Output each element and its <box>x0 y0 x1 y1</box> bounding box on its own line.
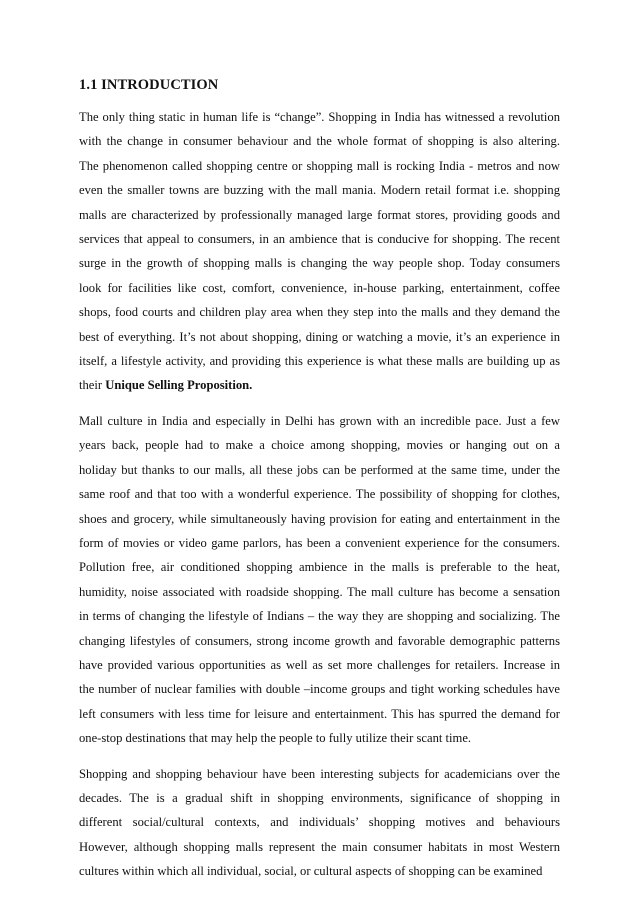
text-line: changing lifestyles of consumers, strong income growth and favorable demographic patterns <box>79 633 560 648</box>
text-line: decades. The is a gradual shift in shopping environments, significance of shopping in <box>79 790 560 805</box>
text-line: look for facilities like cost, comfort, convenience, in-house parking, entertainment, coffee <box>79 280 560 295</box>
text-line: years back, people had to make a choice among shopping, movies or hanging out on a <box>79 438 560 453</box>
text-line <box>79 373 560 397</box>
text-line: cultures within which all individual, social, or cultural aspects of shopping can be examined <box>79 864 543 879</box>
text-line: Mall culture in India and especially in Delhi has grown with an incredible pace. Just a few <box>79 413 560 428</box>
text-line: one-stop destinations that may help the people to fully utilize their scant time. <box>79 731 472 746</box>
text-line: the number of nuclear families with double –income groups and tight working schedules have <box>79 682 560 697</box>
text-line: have provided various opportunities as well as set more challenges for retailers. Increase in <box>79 657 560 672</box>
text-line: shoes and grocery, while simultaneously having provision for eating and entertainment in the <box>79 511 560 526</box>
text-line: same roof and that too with a wonderful experience. The possibility of shopping for clothes, <box>79 487 560 502</box>
text-line: Shopping and shopping behaviour have been interesting subjects for academicians over the <box>79 766 560 781</box>
text-line: services that appeal to consumers, in an ambience that is conducive for shopping. The recent <box>79 232 560 247</box>
text-line: malls are characterized by professionally managed large format stores, providing goods and <box>79 207 560 222</box>
text-line: best of everything. It’s not about shopping, dining or watching a movie, it’s an experience in <box>79 329 560 344</box>
text-line: Pollution free, air conditioned shopping ambience in the malls is preferable to the heat, <box>79 560 560 575</box>
text-line: However, although shopping malls represent the main consumer habitats in most Western <box>79 839 560 854</box>
paragraph-shopping-behaviour <box>79 762 560 884</box>
text-line: The phenomenon called shopping centre or shopping mall is rocking India - metros and now <box>79 158 560 173</box>
section-heading: 1.1 INTRODUCTION <box>79 77 219 93</box>
text-line: in terms of changing the lifestyle of Indians – the way they are shopping and socializing. The <box>79 609 560 624</box>
paragraph-mall-culture <box>79 409 560 751</box>
text-line: The only thing static in human life is “change”. Shopping in India has witnessed a revolution <box>79 110 560 124</box>
paragraph-introduction <box>79 105 560 398</box>
text-line: with the change in consumer behaviour and the whole format of shopping is also altering. <box>79 134 560 149</box>
text-line: different social/cultural contexts, and individuals’ shopping motives and behaviours <box>79 815 560 830</box>
text-line: surge in the growth of shopping malls is changing the way people shop. Today consumers <box>79 256 560 271</box>
text-line: holiday but thanks to our malls, all these jobs can be performed at the same time, under the <box>79 462 560 477</box>
text-line: even the smaller towns are buzzing with the mall mania. Modern retail format i.e. shopping <box>79 183 560 198</box>
text-line: shops, food courts and children play area when they step into the malls and they demand the <box>79 305 560 320</box>
text-line: left consumers with less time for leisure and entertainment. This has spurred the demand for <box>79 706 560 721</box>
text-line: itself, a lifestyle activity, and providing this experience is what these malls are building up as <box>79 354 560 369</box>
unique-selling-proposition-emphasis: Unique Selling Proposition. <box>105 378 253 393</box>
text-line: form of movies or video game parlors, has been a convenient experience for the consumers. <box>79 535 560 550</box>
text-line: humidity, noise associated with roadside shopping. The mall culture has become a sensation <box>79 584 560 599</box>
text-line-prefix: their <box>79 378 106 393</box>
